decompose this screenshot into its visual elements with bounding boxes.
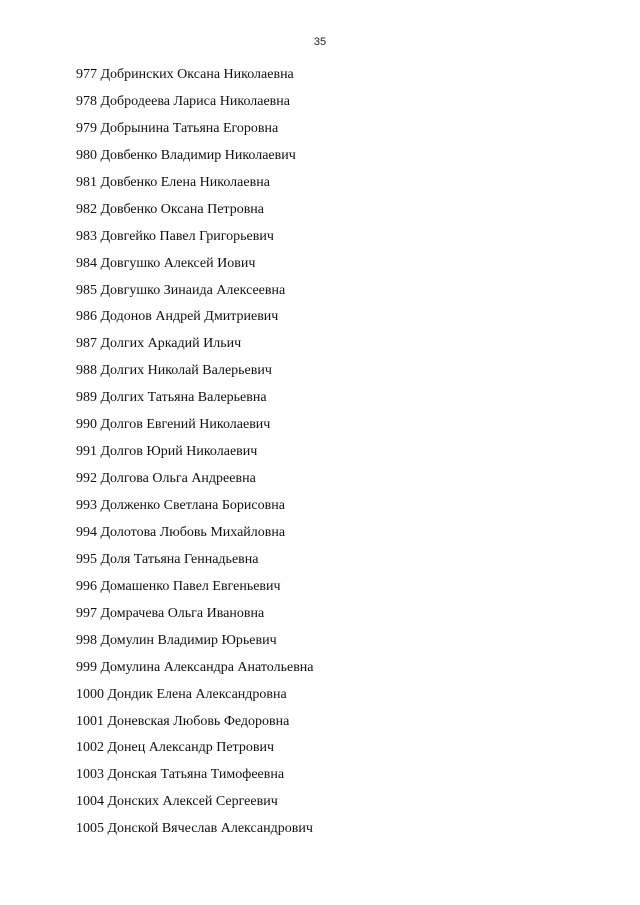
list-item: 994 Долотова Любовь Михайловна — [76, 524, 286, 540]
list-item: 1005 Донской Вячеслав Александрович — [76, 821, 313, 837]
list-item: 998 Домулин Владимир Юрьевич — [76, 632, 277, 648]
list-item: 980 Довбенко Владимир Николаевич — [76, 147, 296, 163]
list-item: 982 Довбенко Оксана Петровна — [76, 201, 265, 217]
list-item: 1003 Донская Татьяна Тимофеевна — [76, 767, 285, 783]
list-item: 988 Долгих Николай Валерьевич — [76, 363, 272, 379]
list-item: 979 Добрынина Татьяна Егоровна — [76, 120, 279, 136]
list-item: 977 Добринских Оксана Николаевна — [76, 67, 294, 82]
list-item: 989 Долгих Татьяна Валерьевна — [76, 390, 267, 406]
list-item: 984 Довгушко Алексей Иович — [76, 255, 256, 271]
list-item: 1000 Дондик Елена Александровна — [76, 686, 287, 702]
list-item: 993 Долженко Светлана Борисовна — [76, 498, 285, 513]
page-number: 35 — [313, 36, 327, 48]
list-item: 983 Довгейко Павел Григорьевич — [76, 228, 274, 244]
list-item: 999 Домулина Александра Анатольевна — [76, 659, 314, 675]
name-list — [76, 66, 616, 847]
list-item: 996 Домашенко Павел Евгеньевич — [76, 578, 281, 594]
list-item: 991 Долгов Юрий Николаевич — [76, 444, 258, 460]
list-item: 978 Добродеева Лариса Николаевна — [76, 93, 290, 109]
list-item: 1001 Доневская Любовь Федоровна — [76, 713, 290, 729]
list-item: 992 Долгова Ольга Андреевна — [76, 471, 256, 487]
list-item: 985 Довгушко Зинаида Алексеевна — [76, 282, 286, 298]
list-item: 995 Доля Татьяна Геннадьевна — [76, 551, 259, 567]
list-item: 997 Домрачева Ольга Ивановна — [76, 605, 265, 621]
list-item: 981 Довбенко Елена Николаевна — [76, 174, 270, 190]
list-item: 1004 Донских Алексей Сергеевич — [76, 794, 278, 810]
list-item: 1002 Донец Александр Петрович — [76, 740, 274, 756]
list-item: 990 Долгов Евгений Николаевич — [76, 417, 271, 433]
list-item: 986 Додонов Андрей Дмитриевич — [76, 309, 279, 325]
list-item: 987 Долгих Аркадий Ильич — [76, 336, 242, 352]
